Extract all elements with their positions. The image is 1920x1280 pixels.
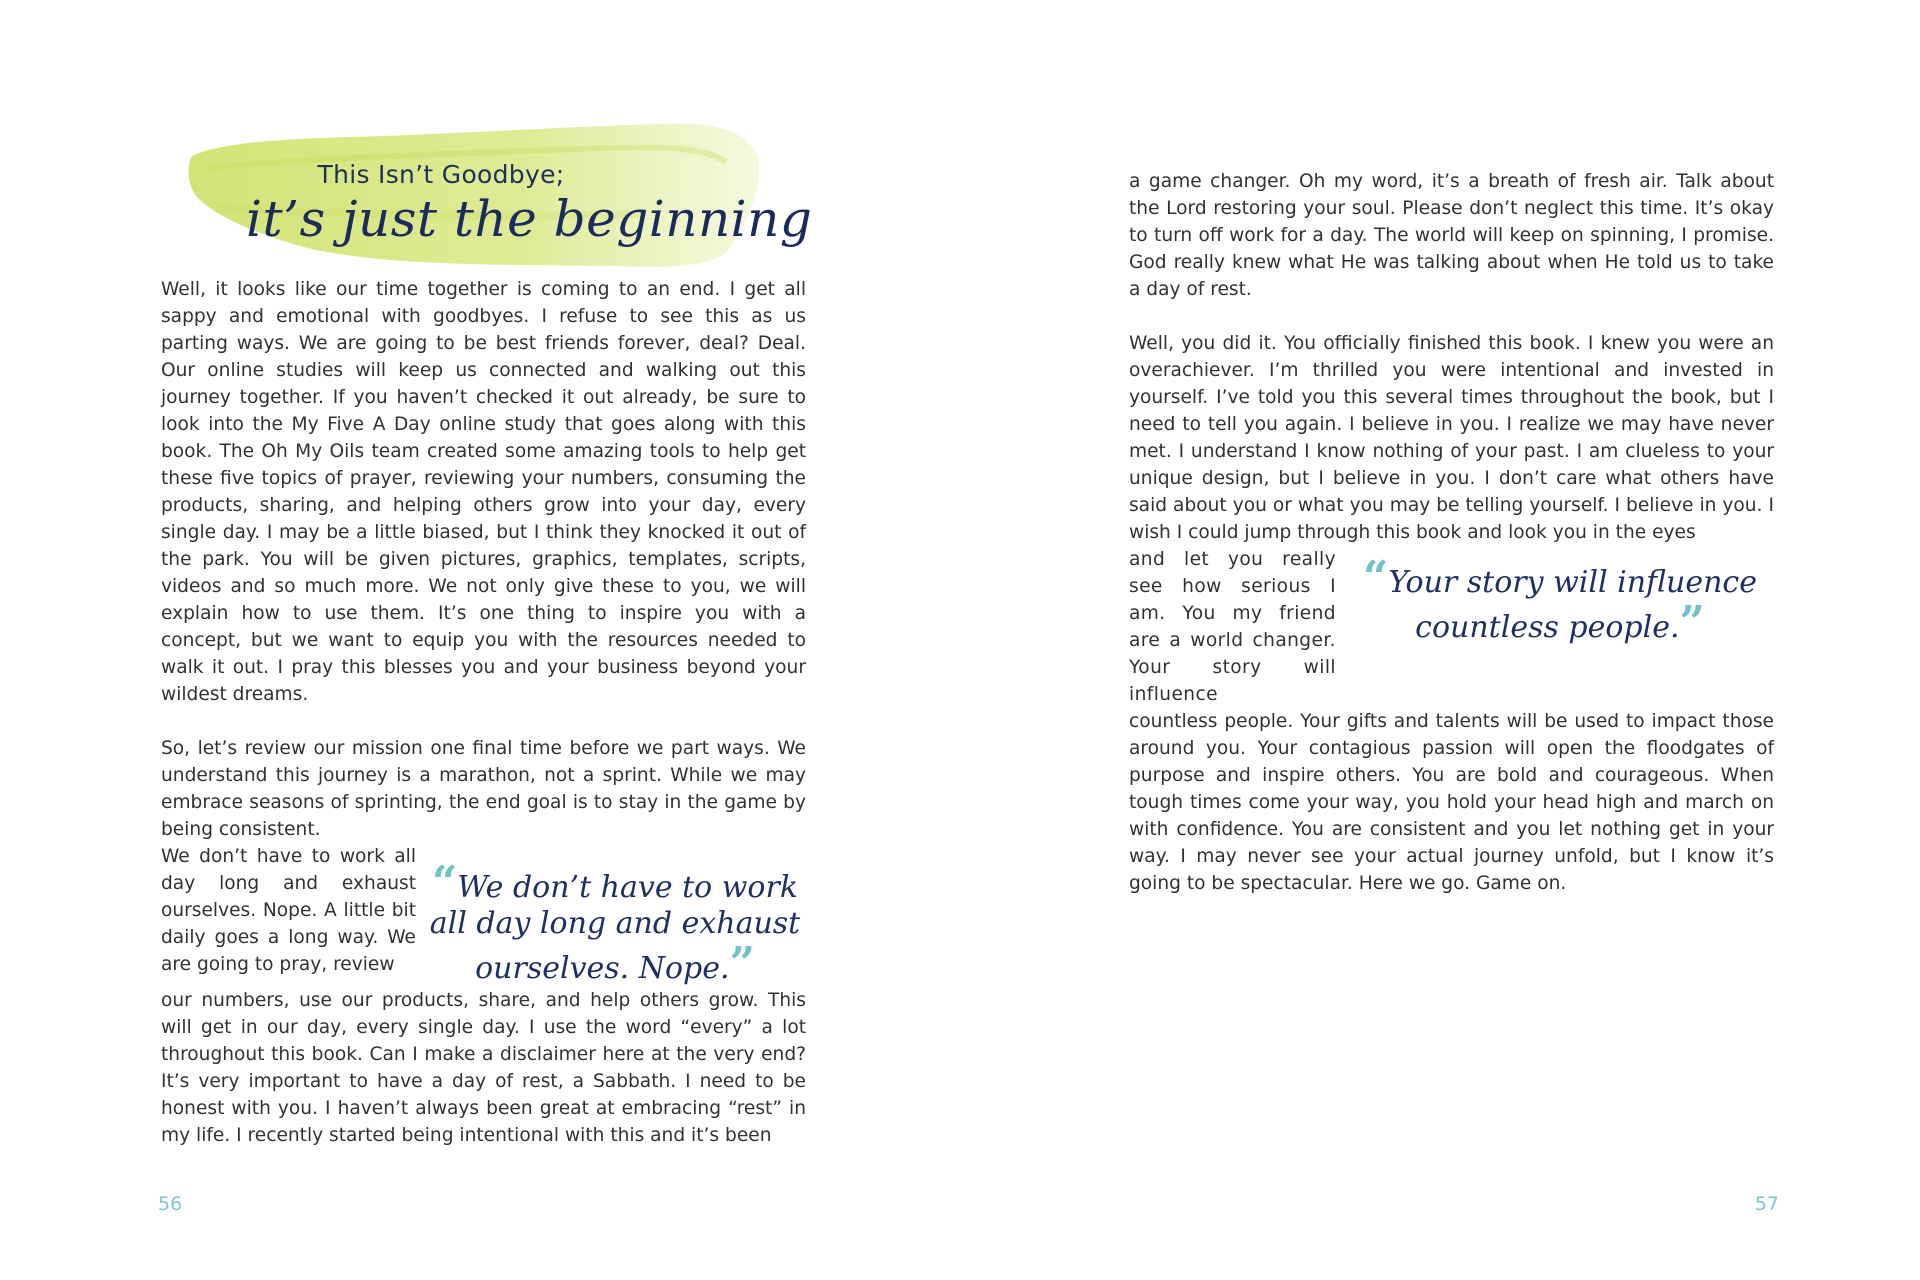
quote-wrap <box>161 843 806 987</box>
body-paragraph: Well, it looks like our time together is coming to an end. I get all sappy and emotional with goodbyes. I refuse to see this as us parting ways. We are going to be best friends forever, deal? Deal. Our online studies will keep us connected and walking out this journey together. If you haven’t checked it out already, be sure to look into the My Five A Day online study that goes along with this book. The Oh My Oils team created some amazing tools to help get these five topics of prayer, reviewing your numbers, consuming the products, sharing, and helping others grow into your day, every single day. I may be a little biased, but I think they knocked it out of the park. You will be given pictures, graphics, templates, scripts, videos and so much more. We not only give these to you, we will explain how to use them. It’s one thing to inspire you with a concept, but we want to equip you with the resources needed to walk it out. I pray this blesses you and your business beyond your wildest dreams. <box>161 279 806 705</box>
page-number: 56 <box>158 1193 183 1215</box>
close-quote-icon: ” <box>1679 597 1705 648</box>
pull-quote-text: Your story will influence countless people. <box>1388 565 1757 645</box>
right-page <box>960 0 1920 1280</box>
body-paragraph: and let you really see how serious I am. You my friend are a world changer. Your story will influence <box>1129 549 1336 705</box>
chapter-heading <box>186 118 813 274</box>
body-paragraph: countless people. Your gifts and talents will be used to impact those around you. Your contagious passion will open the floodgates of purpose and inspire others. You are bold and courageous. When tough times come your way, you hold your head high and march on with confidence. You are consistent and you let nothing get in your way. I may never see your actual journey unfold, but I know it’s going to be spectacular. Here we go. Game on. <box>1129 711 1774 894</box>
body-paragraph: a game changer. Oh my word, it’s a breath of fresh air. Talk about the Lord restoring your soul. Please don’t neglect this time. It’s okay to turn off work for a day. The world will keep on spinning, I promise. God really knew what He was talking about when He told us to take a day of rest. <box>1129 171 1774 300</box>
body-paragraph: So, let’s review our mission one final time before we part ways. We understand this journey is a marathon, not a sprint. While we may embrace seasons of sprinting, the end goal is to stay in the game by being consistent. <box>161 738 806 840</box>
pull-quote <box>416 843 806 987</box>
pull-quote-text: We don’t have to work all day long and exhaust ourselves. Nope. <box>429 870 801 986</box>
body-paragraph: Well, you did it. You officially finished this book. I knew you were an overachiever. I’m thrilled you were intentional and invested in yourself. I’ve told you this several times throughout the book, but I need to tell you again. I believe in you. I realize we may have never met. I understand I know nothing of your past. I am clueless to your unique design, but I believe in you. I don’t care what others have said about you or what you may be telling yourself. I believe in you. I wish I could jump through this book and look you in the eyes <box>1129 333 1774 543</box>
open-quote-icon: “ <box>1363 552 1389 603</box>
heading-line-2: it’s just the beginning <box>246 190 813 248</box>
page-number: 57 <box>1754 1193 1779 1215</box>
right-body-column <box>1129 168 1774 897</box>
body-paragraph: our numbers, use our products, share, and help others grow. This will get in our day, every single day. I use the word “every” a lot throughout this book. Can I make a disclaimer here at the very end? It’s very important to have a day of rest, a Sabbath. I need to be honest with you. I haven’t always been great at embracing “rest” in my life. I recently started being intentional with this and it’s been <box>161 990 806 1146</box>
close-quote-icon: ” <box>729 938 755 989</box>
quote-wrap <box>1129 546 1774 708</box>
pull-quote <box>1336 546 1774 708</box>
heading-line-1: This Isn’t Goodbye; <box>317 160 565 189</box>
left-body-column <box>161 276 806 1149</box>
body-paragraph: We don’t have to work all day long and exhaust ourselves. Nope. A little bit daily goes a long way. We are going to pray, review <box>161 846 416 975</box>
open-quote-icon: “ <box>431 857 458 908</box>
